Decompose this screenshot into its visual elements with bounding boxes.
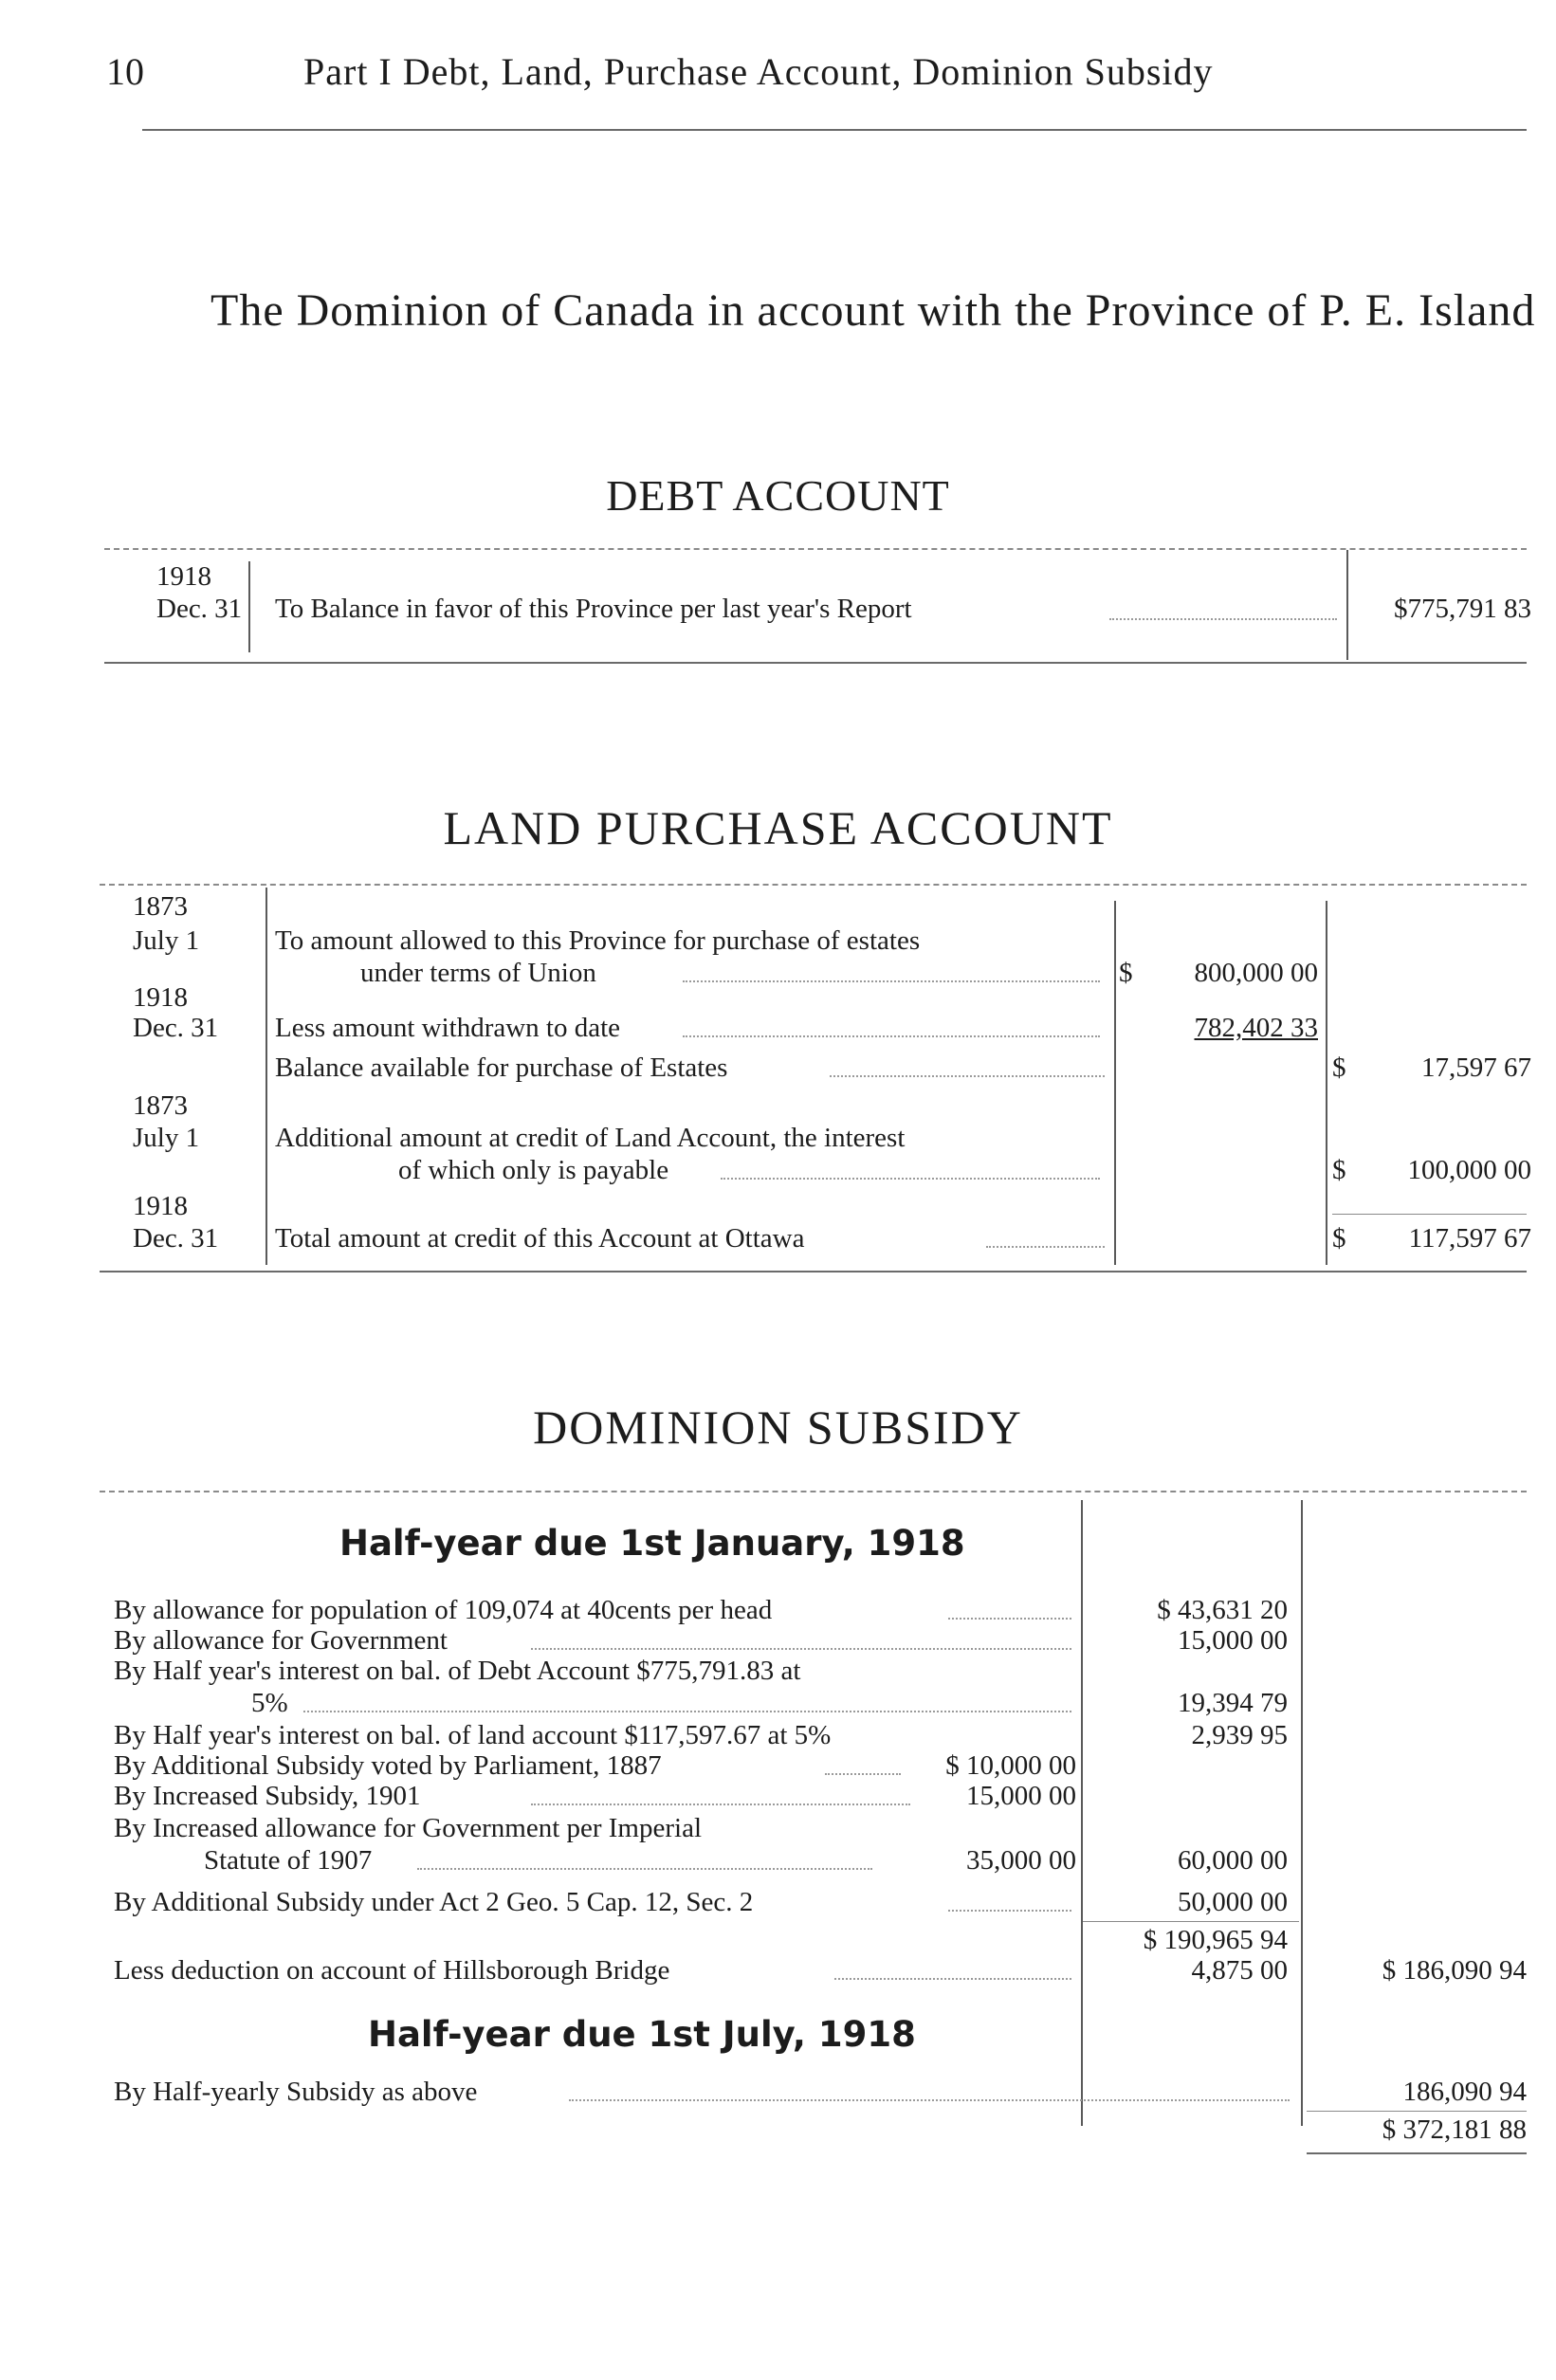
debt-date-divider [248, 561, 250, 652]
land-row1-dollar: $ [1119, 958, 1133, 988]
land-row5-dollar: $ [1332, 1223, 1346, 1254]
land-row1-amount: 800,000 00 [1194, 958, 1318, 988]
half1-heading: Half-year due 1st January, 1918 [339, 1523, 965, 1564]
land-row3-text: Balance available for purchase of Estates [275, 1053, 728, 1083]
half2-amount: 186,090 94 [1402, 2077, 1527, 2107]
land-bottom-rule [100, 1271, 1527, 1272]
land-row4-dollar: $ [1332, 1155, 1346, 1185]
land-row2-amount: 782,402 33 [1194, 1013, 1318, 1043]
subsidy-line-5-amount: 2,939 95 [1191, 1720, 1288, 1750]
debt-amount: $775,791 83 [1394, 594, 1531, 624]
land-row4-amount: 100,000 00 [1407, 1155, 1531, 1185]
land-row3-amount: 17,597 67 [1421, 1053, 1531, 1083]
land-row2-dots [683, 1035, 1100, 1037]
land-col2-divider [1326, 901, 1327, 1265]
land-row4-line1: Additional amount at credit of Land Account, the interest [275, 1123, 906, 1153]
land-row1-line2: under terms of Union [360, 958, 596, 988]
subsidy-line-6-inner: $ 10,000 00 [945, 1750, 1076, 1781]
subsidy-col2-divider [1301, 1500, 1303, 2126]
subsidy-line-1-dots [948, 1618, 1071, 1620]
land-row5-year: 1918 [133, 1191, 188, 1221]
land-row5-amount: 117,597 67 [1408, 1223, 1531, 1254]
subsidy-line-8: By Increased allowance for Government per Imperial [114, 1813, 703, 1843]
land-row4-line2: of which only is payable [398, 1155, 669, 1185]
land-row5-dots [986, 1246, 1105, 1248]
subsidy-line-2-amount: 15,000 00 [1178, 1625, 1288, 1656]
subsidy-line-9-amount: 60,000 00 [1178, 1845, 1288, 1876]
subsidy-line-7-inner: 15,000 00 [966, 1781, 1076, 1811]
debt-amount-divider [1346, 550, 1348, 660]
subsidy-top-rule [100, 1491, 1527, 1492]
subsidy-line-10: By Additional Subsidy under Act 2 Geo. 5 Cap. 12, Sec. 2 [114, 1887, 754, 1917]
land-row2-year: 1918 [133, 982, 188, 1013]
subsidy-line-9-inner: 35,000 00 [966, 1845, 1076, 1876]
debt-bottom-rule [104, 662, 1527, 664]
subsidy-line-3: By Half year's interest on bal. of Debt Account $775,791.83 at [114, 1656, 801, 1686]
subsidy-line-9-dots [417, 1868, 872, 1870]
subsidy-line-10-dots [948, 1910, 1071, 1912]
land-row5-text: Total amount at credit of this Account at Ottawa [275, 1223, 805, 1254]
land-row3-dots [830, 1075, 1105, 1077]
land-top-rule [100, 884, 1527, 886]
land-account-title: LAND PURCHASE ACCOUNT [443, 801, 1113, 854]
subsidy-line-7-dots [531, 1803, 910, 1805]
subsidy-line-1: By allowance for population of 109,074 at 40cents per head [114, 1595, 773, 1625]
land-row1-line1: To amount allowed to this Province for purchase of estates [275, 925, 921, 956]
running-title: Part I Debt, Land, Purchase Account, Dominion Subsidy [303, 50, 1214, 93]
subsidy-deduction-text: Less deduction on account of Hillsborough Bridge [114, 1955, 670, 1986]
subsidy-line-9: Statute of 1907 [204, 1845, 373, 1876]
subsidy-line-7: By Increased Subsidy, 1901 [114, 1781, 421, 1811]
land-col1-divider [1114, 901, 1116, 1265]
subsidy-line-2-dots [531, 1648, 1071, 1650]
page-number: 10 [106, 50, 144, 93]
debt-date: Dec. 31 [156, 594, 243, 624]
subsidy-line-10-amount: 50,000 00 [1178, 1887, 1288, 1917]
land-row4-year: 1873 [133, 1090, 188, 1121]
subsidy-col1-divider [1081, 1500, 1083, 2126]
land-row2-date: Dec. 31 [133, 1013, 219, 1043]
half2-heading: Half-year due 1st July, 1918 [368, 2014, 916, 2055]
land-row1-year: 1873 [133, 891, 188, 922]
statement-title: The Dominion of Canada in account with the Province of P. E. Island [211, 285, 1536, 336]
land-row5-date: Dec. 31 [133, 1223, 219, 1254]
subsidy-line-6: By Additional Subsidy voted by Parliament, 1887 [114, 1750, 662, 1781]
grand-total: $ 372,181 88 [1382, 2115, 1527, 2145]
subsidy-line-2: By allowance for Government [114, 1625, 448, 1656]
subsidy-subtotal-rule [1083, 1921, 1299, 1922]
debt-leader-dots [1109, 618, 1337, 620]
land-row2-text: Less amount withdrawn to date [275, 1013, 621, 1043]
land-row4-dots [721, 1178, 1100, 1180]
subsidy-line-4-amount: 19,394 79 [1178, 1688, 1288, 1718]
debt-top-rule [104, 548, 1527, 550]
subsidy-subtotal: $ 190,965 94 [1143, 1925, 1288, 1955]
subsidy-deduction-amount: 4,875 00 [1191, 1955, 1288, 1986]
half1-total: $ 186,090 94 [1382, 1955, 1527, 1986]
land-total-rule [1332, 1214, 1527, 1215]
subsidy-line-4-dots [303, 1711, 1071, 1712]
land-row1-dots [683, 980, 1100, 982]
land-row4-date: July 1 [133, 1123, 200, 1153]
header-rule [142, 129, 1527, 131]
land-row3-dollar: $ [1332, 1053, 1346, 1083]
subsidy-line-5: By Half year's interest on bal. of land account $117,597.67 at 5% [114, 1720, 832, 1750]
debt-year: 1918 [156, 561, 211, 592]
half2-text: By Half-yearly Subsidy as above [114, 2077, 478, 2107]
land-date-divider [265, 888, 267, 1265]
grand-total-rule [1307, 2111, 1527, 2112]
debt-account-title: DEBT ACCOUNT [606, 471, 950, 520]
half2-dots [569, 2099, 1290, 2101]
subsidy-title: DOMINION SUBSIDY [533, 1401, 1023, 1454]
grand-total-double-rule [1307, 2152, 1527, 2154]
subsidy-deduction-dots [834, 1978, 1071, 1980]
subsidy-line-4: 5% [251, 1688, 288, 1718]
debt-description: To Balance in favor of this Province per last year's Report [275, 594, 912, 624]
subsidy-line-1-amount: $ 43,631 20 [1157, 1595, 1288, 1625]
land-row1-date: July 1 [133, 925, 200, 956]
